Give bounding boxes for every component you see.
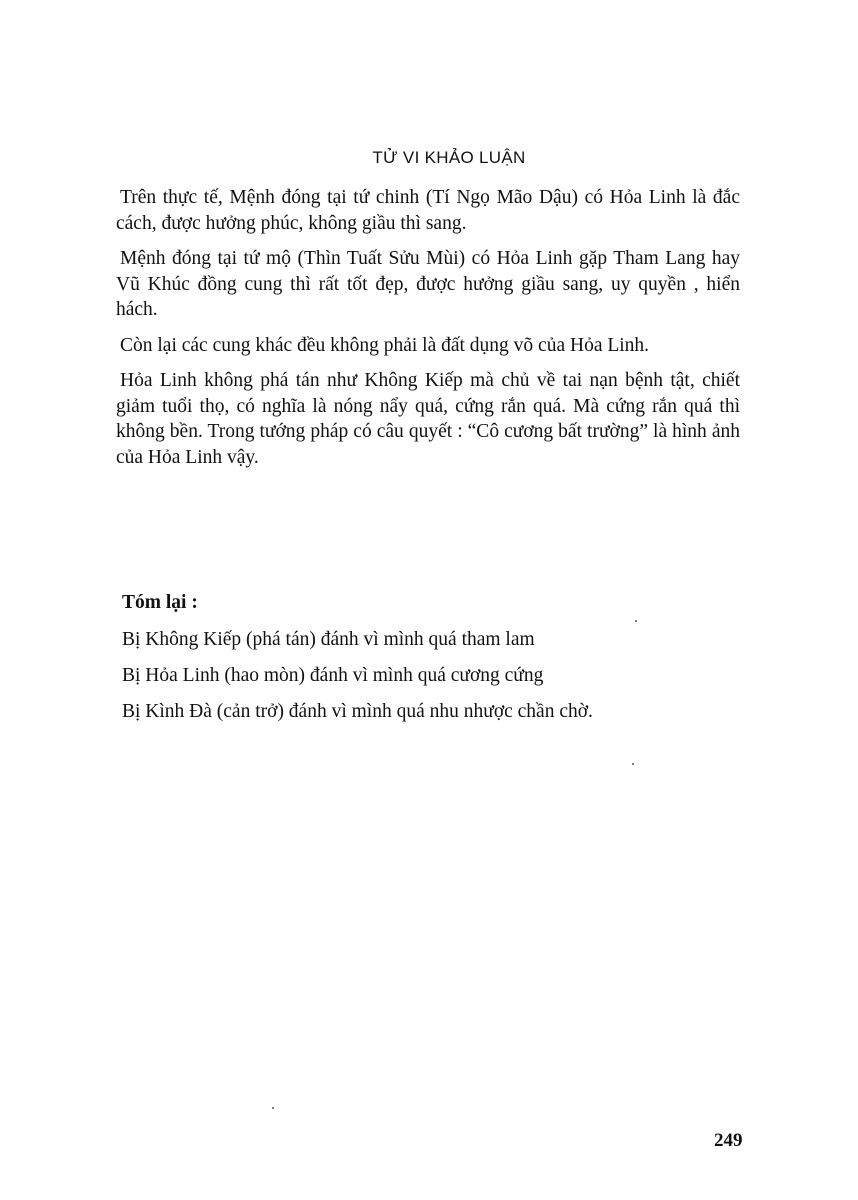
summary-section (122, 592, 762, 736)
page-number: 249 (714, 1130, 743, 1151)
scan-speck (272, 1107, 274, 1109)
running-head: TỬ VI KHẢO LUẬN (372, 148, 526, 167)
paragraph: Còn lại các cung khác đều không phải là đất dụng võ của Hỏa Linh. (120, 334, 650, 356)
scan-speck (632, 763, 634, 765)
paragraph: Hỏa Linh không phá tán như Không Kiếp mà chủ về tai nạn bệnh tật, chiết giảm tuổi thọ, có nghĩa là nóng nẩy quá, cứng rắn quá. Mà cứng rắn quá thì không bền. Trong tướng pháp có câu quyết : “Cô cương bất trường” là hình ảnh của Hỏa Linh vậy. (116, 370, 740, 468)
scan-speck (635, 620, 637, 622)
summary-title: Tóm lại : (122, 592, 198, 613)
summary-line: Bị Kình Đà (cản trở) đánh vì mình quá nhu nhược chần chờ. (122, 701, 593, 722)
summary-line: Bị Hỏa Linh (hao mòn) đánh vì mình quá cương cứng (122, 665, 544, 686)
paragraph: Mệnh đóng tại tứ mộ (Thìn Tuất Sửu Mùi) có Hỏa Linh gặp Tham Lang hay Vũ Khúc đồng cung thì rất tốt đẹp, được hưởng giầu sang, uy quyền , hiển hách. (116, 248, 740, 320)
paragraph: Trên thực tế, Mệnh đóng tại tứ chinh (Tí Ngọ Mão Dậu) có Hỏa Linh là đắc cách, được hưởng phúc, không giầu thì sang. (116, 187, 740, 234)
summary-line: Bị Không Kiếp (phá tán) đánh vì mình quá tham lam (122, 629, 535, 650)
body-text (116, 185, 740, 480)
